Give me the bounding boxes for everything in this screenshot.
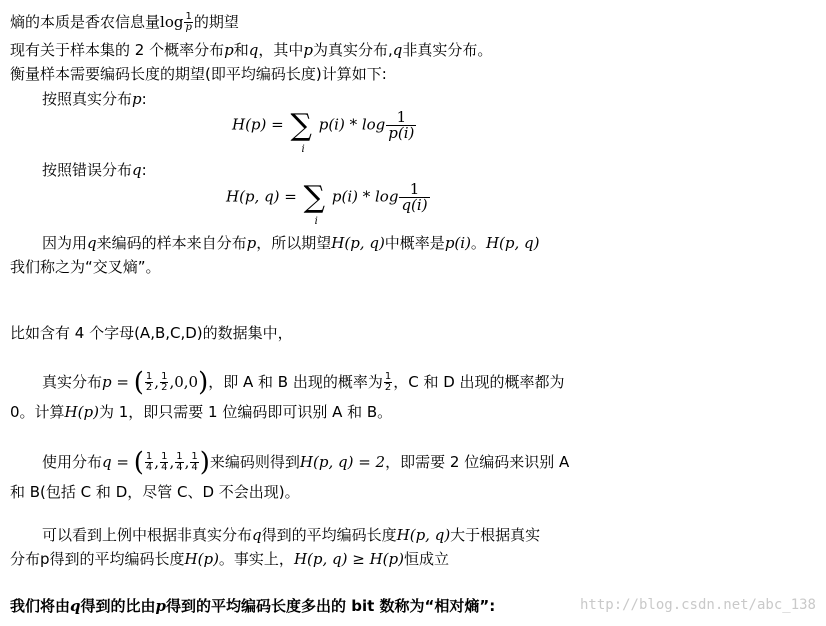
colon: : <box>141 161 147 179</box>
real-line-1 <box>42 367 565 398</box>
intro-text-e: 非真实分布。 <box>402 41 493 59</box>
frac-num: 1 <box>145 371 153 382</box>
paren-close: ) <box>199 447 210 478</box>
use-text-a: 使用分布 <box>42 453 103 471</box>
real-line-2 <box>10 402 392 422</box>
frac-den: 4 <box>176 462 183 473</box>
because-line-2 <box>10 257 161 277</box>
entropy-formula <box>232 108 417 155</box>
frac-den: p(i) <box>388 124 415 142</box>
conclusion-text-2a: 分布p得到的平均编码长度 <box>10 550 185 568</box>
intro-text-d: 为真实分布, <box>312 41 393 59</box>
because-text-d: 中概率是 <box>384 234 445 252</box>
fraction-half <box>145 372 153 393</box>
real-text-c: ，C 和 D 出现的概率都为 <box>393 373 565 391</box>
frac-den: 4 <box>161 462 168 473</box>
formula-fraction <box>399 182 429 213</box>
frac-num: 1 <box>161 371 168 382</box>
frac-den: 4 <box>145 462 153 473</box>
wrong-dist-text: 按照错误分布 <box>42 161 133 179</box>
colon: : <box>141 90 147 108</box>
sum-index: i <box>301 144 305 155</box>
intro-line-1 <box>10 40 492 60</box>
final-text-b: 得到的比由 <box>80 597 156 615</box>
title-fraction <box>184 12 192 33</box>
example-intro <box>10 323 293 343</box>
conclusion-line-2 <box>10 549 449 569</box>
comma: , <box>169 453 175 471</box>
frac-den: 2 <box>145 382 153 393</box>
watermark: http://blog.csdn.net/abc_138 <box>579 597 816 613</box>
cross-entropy-formula <box>226 180 431 227</box>
conclusion-text-2c: 恒成立 <box>403 550 449 568</box>
wrong-dist-label <box>42 160 147 180</box>
intro-text-c: ，其中 <box>258 41 304 59</box>
frac-num: 1 <box>161 451 168 462</box>
intro-line-2 <box>10 64 387 84</box>
final-text-a: 我们将由 <box>10 597 71 615</box>
because-text-b: 来编码的样本来自分布 <box>96 234 247 252</box>
conclusion-text-2b: 。事实上， <box>218 550 294 568</box>
because-text-2: 我们称之为“交叉熵”。 <box>10 258 161 276</box>
real-text-a: 真实分布 <box>42 373 103 391</box>
title-line <box>10 12 239 33</box>
comma: , <box>154 373 160 391</box>
real-text-2a: 0。计算 <box>10 403 65 421</box>
formula-fraction <box>386 110 416 141</box>
intro-text-2: 衡量样本需要编码长度的期望(即平均编码长度)计算如下: <box>10 65 387 83</box>
frac-den: q(i) <box>401 196 428 214</box>
formula-body: p(i) * log <box>331 187 399 206</box>
paren-close: ) <box>198 367 209 398</box>
var-p: p <box>224 41 234 59</box>
expr-inequality: H(p, q) ≥ H(p) <box>293 550 404 568</box>
expr-q-eq: q = <box>102 453 129 471</box>
use-line-1 <box>42 447 570 478</box>
frac-den: 2 <box>161 382 168 393</box>
because-line-1 <box>42 233 539 253</box>
frac-den: 4 <box>191 462 198 473</box>
var-p: p <box>303 41 313 59</box>
conclusion-line-1 <box>42 525 540 545</box>
use-text-b: 来编码则得到 <box>209 453 300 471</box>
expr-hp: H(p) <box>64 403 99 421</box>
title-frac-num: 1 <box>185 11 192 22</box>
title-log: log <box>160 13 184 31</box>
expr-hpq: H(p, q) <box>331 234 385 252</box>
title-suffix: 的期望 <box>193 13 239 31</box>
expr-hp: H(p) <box>184 550 219 568</box>
var-p: p <box>132 90 142 108</box>
fraction-quarter <box>145 452 153 473</box>
paren-open: ( <box>133 447 144 478</box>
frac-num: 1 <box>176 451 183 462</box>
paren-open: ( <box>133 367 144 398</box>
frac-num: 1 <box>191 451 198 462</box>
zeros: ,0,0 <box>169 373 199 391</box>
frac-num: 1 <box>145 451 153 462</box>
var-q: q <box>70 597 81 615</box>
expr-hpq: H(p, q) <box>485 234 540 252</box>
real-text-2b: 为 1，即只需要 1 位编码即可识别 A 和 B。 <box>98 403 393 421</box>
title-prefix: 熵的本质是香农信息量 <box>10 13 161 31</box>
sum-symbol: ∑ i <box>290 108 312 155</box>
true-dist-text: 按照真实分布 <box>42 90 133 108</box>
intro-text-a: 现有关于样本集的 2 个概率分布 <box>10 41 225 59</box>
conclusion-text-b: 得到的平均编码长度 <box>261 526 397 544</box>
var-p: p <box>246 234 257 252</box>
var-q: q <box>252 526 262 544</box>
use-text-2: 和 B(包括 C 和 D，尽管 C、D 不会出现)。 <box>10 483 300 501</box>
expr-pi: p(i) <box>444 234 471 252</box>
fraction-half <box>160 372 168 393</box>
expr-hpq: H(p, q) <box>396 526 451 544</box>
comma: , <box>184 453 190 471</box>
frac-num: 1 <box>384 371 392 382</box>
formula-body: p(i) * log <box>318 115 386 134</box>
comma: , <box>154 453 160 471</box>
real-text-b: ，即 A 和 B 出现的概率为 <box>208 373 383 391</box>
fraction-quarter <box>175 452 183 473</box>
conclusion-text-a: 可以看到上例中根据非真实分布 <box>42 526 253 544</box>
frac-num: 1 <box>386 110 416 126</box>
true-dist-label <box>42 89 147 109</box>
expr-hpq-eq: H(p, q) = 2 <box>299 453 386 471</box>
frac-num: 1 <box>399 182 429 198</box>
frac-den: 2 <box>384 382 392 393</box>
var-p: p <box>155 597 167 615</box>
because-text-a: 因为用 <box>42 234 88 252</box>
fraction-quarter <box>160 452 168 473</box>
use-text-c: ，即需要 2 位编码来识别 A <box>385 453 570 471</box>
conclusion-text-c: 大于根据真实 <box>450 526 541 544</box>
because-text-e: 。 <box>470 234 486 252</box>
formula-lhs: H(p) = <box>232 115 284 134</box>
formula-lhs: H(p, q) = <box>226 187 297 206</box>
var-q: q <box>132 161 142 179</box>
final-line <box>10 596 495 616</box>
expr-p-eq: p = <box>102 373 129 391</box>
fraction-quarter <box>190 452 198 473</box>
title-frac-den: p <box>185 22 192 33</box>
sum-index: i <box>314 216 318 227</box>
use-line-2 <box>10 482 300 502</box>
sum-symbol: ∑ i <box>303 180 326 227</box>
var-q: q <box>392 41 403 59</box>
var-q: q <box>248 41 259 59</box>
intro-text-b: 和 <box>233 41 249 59</box>
example-text: 比如含有 4 个字母(A,B,C,D)的数据集中， <box>10 324 293 342</box>
fraction-half <box>384 372 392 393</box>
because-text-c: ，所以期望 <box>256 234 332 252</box>
var-q: q <box>87 234 97 252</box>
final-text-c: 得到的平均编码长度多出的 bit 数称为“相对熵”: <box>166 597 496 615</box>
